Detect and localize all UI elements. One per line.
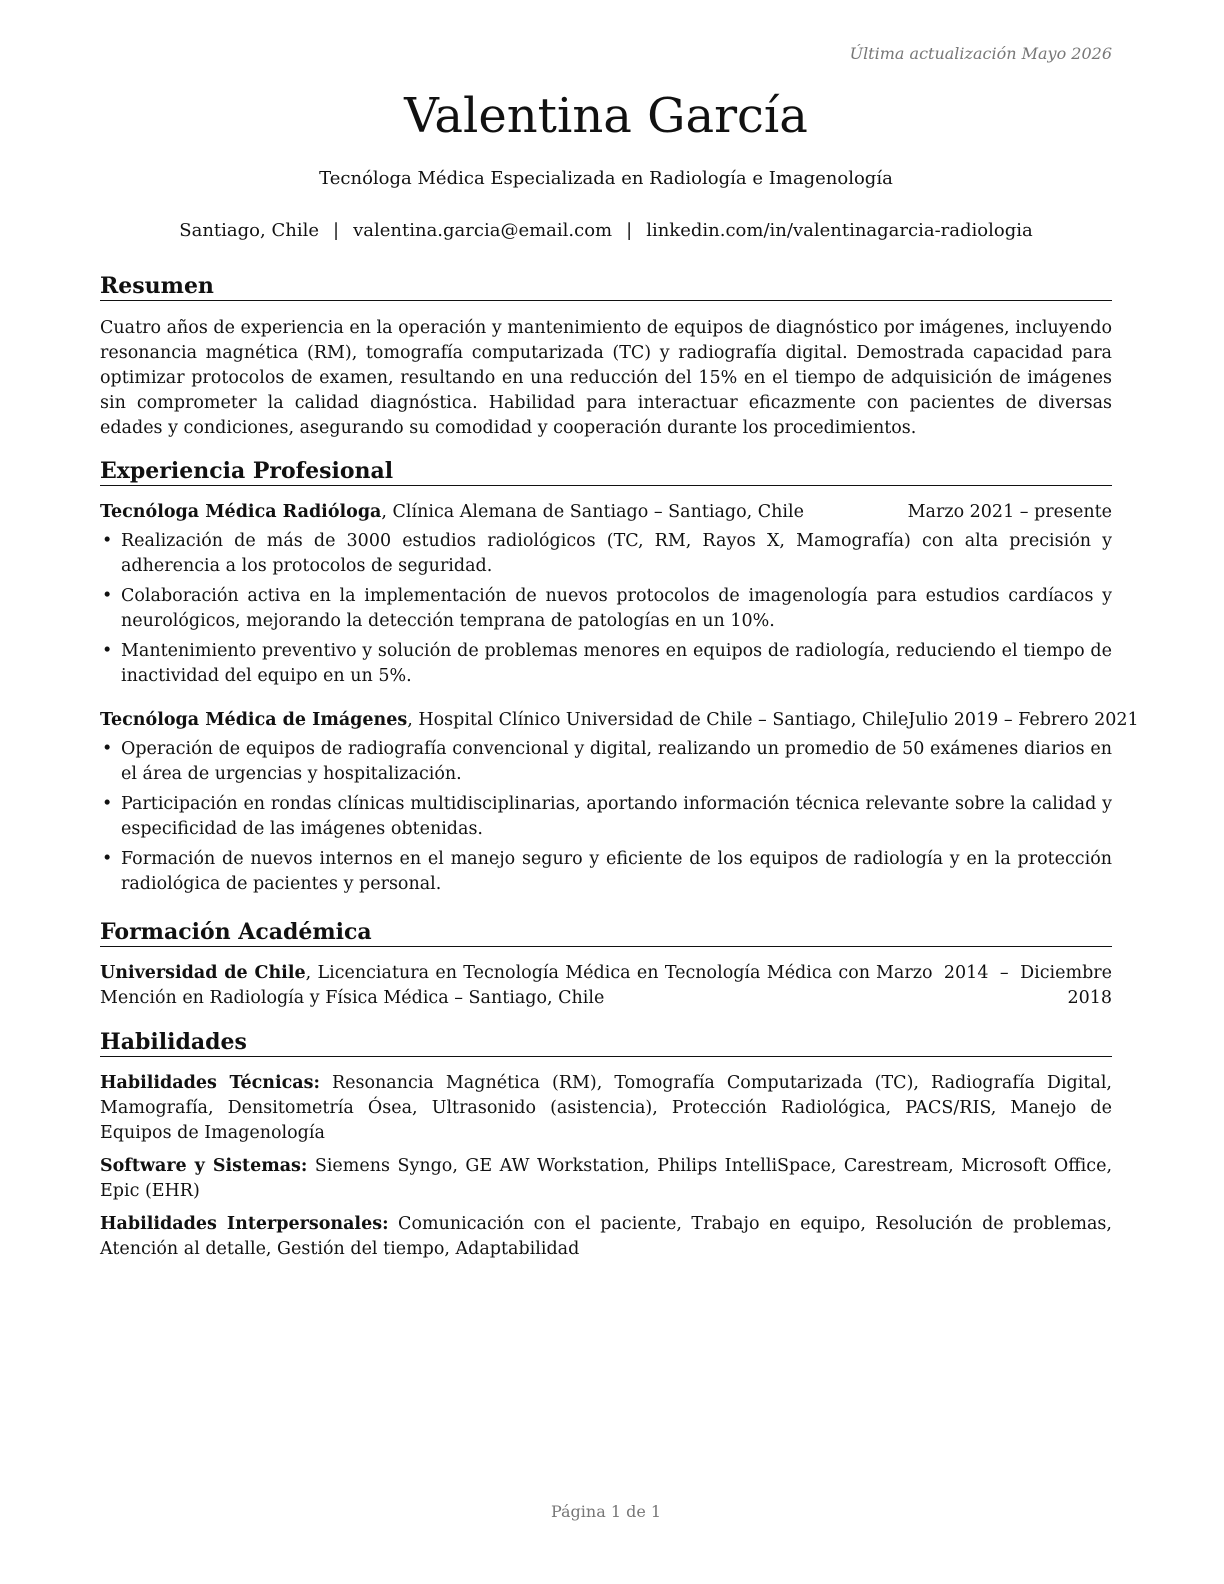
bullet-dot: • (102, 531, 113, 551)
job-employer: , Clínica Alemana de Santiago – Santiago, Chile (381, 502, 804, 522)
bullet-dot: • (102, 739, 113, 759)
page-number: Página 1 de 1 (550, 1502, 662, 1521)
bullet-text: Formación de nuevos internos en el manejo seguro y eficiente de los equipos de radiología y en la protección radiológica de pacientes y personal. (121, 849, 1112, 894)
education-heading: Formación Académica (100, 918, 1112, 947)
skill-group (100, 1071, 1112, 1146)
education-degree: , Licenciatura en Tecnología Médica en Tecnología Médica con Mención en Radiología y Física Médica – Santiago, Chile (100, 963, 870, 1008)
contact-email[interactable]: valentina.garcia@email.com (353, 220, 613, 241)
skill-group-text: Comunicación con el paciente, Trabajo en equipo, Resolución de problemas, Atención al detalle, Gestión del tiempo, Adaptabilidad (100, 1214, 1112, 1259)
summary-text: Cuatro años de experiencia en la operación y mantenimiento de equipos de diagnóstico por imágenes, incluyendo resonancia magnética (RM), tomografía computarizada (TC) y radiografía digital. Demostrada capacidad para optimizar protocolos de examen, resultando en una reducción del 15% en el tiempo de adquisición de imágenes sin comprometer la calidad diagnóstica. Habilidad para interactuar eficazmente con pacientes de diversas edades y condiciones, asegurando su comodidad y cooperación durante los procedimientos. (100, 318, 1112, 438)
job-employer: , Hospital Clínico Universidad de Chile – Santiago, Chile (407, 710, 909, 730)
bullet-dot: • (102, 641, 113, 661)
skill-group-label: Habilidades Técnicas: (100, 1073, 320, 1093)
job-title-line (100, 500, 804, 525)
bullet-dot: • (102, 794, 113, 814)
summary-heading: Resumen (100, 272, 1112, 301)
education-dates: Marzo 2014 – Diciembre 2018 (876, 963, 1112, 1008)
experience-section (100, 457, 1139, 902)
candidate-name: Valentina García (404, 88, 808, 144)
job-title-line (100, 708, 908, 733)
skill-group-text: Resonancia Magnética (RM), Tomografía Computarizada (TC), Radiografía Digital, Mamografía, Densitometría Ósea, Ultrasonido (asistencia), Protección Radiológica, PACS/RIS, Manejo de Equipos de Imagenología (100, 1073, 1112, 1143)
list-item (100, 847, 1112, 897)
contact-line (100, 219, 1112, 243)
skill-group (100, 1154, 1112, 1204)
bullet-text: Realización de más de 3000 estudios radiológicos (TC, RM, Rayos X, Mamografía) con alta precisión y adherencia a los protocolos de seguridad. (121, 531, 1112, 576)
education-degree-line (100, 961, 870, 1011)
job-header (100, 708, 1139, 733)
job-entry (100, 500, 1112, 689)
job-bullets (100, 529, 1112, 689)
bullet-dot: • (102, 849, 113, 869)
job-bullets (100, 737, 1112, 897)
list-item (100, 584, 1112, 634)
contact-separator: | (626, 220, 633, 241)
skill-group-label: Software y Sistemas: (100, 1156, 308, 1176)
job-entry (100, 708, 1139, 897)
bullet-text: Mantenimiento preventivo y solución de problemas menores en equipos de radiología, reduciendo el tiempo de inactividad del equipo en un 5%. (121, 641, 1112, 686)
skills-heading: Habilidades (100, 1028, 1112, 1057)
contact-location: Santiago, Chile (179, 220, 319, 241)
bullet-text: Participación en rondas clínicas multidisciplinarias, aportando información técnica relevante sobre la calidad y especificidad de las imágenes obtenidas. (121, 794, 1112, 839)
job-title: Tecnóloga Médica de Imágenes (100, 710, 408, 730)
bullet-dot: • (102, 586, 113, 606)
summary-section (100, 272, 1112, 441)
job-dates: Julio 2019 – Febrero 2021 (908, 710, 1139, 730)
skill-group-text: Siemens Syngo, GE AW Workstation, Philips IntelliSpace, Carestream, Microsoft Office, Epic (EHR) (100, 1156, 1113, 1201)
bullet-text: Operación de equipos de radiografía convencional y digital, realizando un promedio de 50 exámenes diarios en el área de urgencias y hospitalización. (121, 739, 1112, 784)
job-header (100, 500, 1112, 525)
resume-page (100, 0, 1139, 1584)
professional-title: Tecnóloga Médica Especializada en Radiología e Imagenología (319, 168, 893, 189)
job-dates: Marzo 2021 – presente (907, 502, 1112, 522)
skills-section (100, 1028, 1112, 1270)
list-item (100, 792, 1112, 842)
list-item (100, 639, 1112, 689)
list-item (100, 529, 1112, 579)
last-updated: Última actualización Mayo 2026 (849, 44, 1112, 63)
education-section (100, 918, 1112, 1011)
job-title: Tecnóloga Médica Radióloga (100, 502, 382, 522)
education-entry (100, 961, 1112, 1011)
skill-group (100, 1212, 1112, 1262)
education-institution: Universidad de Chile (100, 963, 306, 983)
skill-group-label: Habilidades Interpersonales: (100, 1214, 389, 1234)
bullet-text: Colaboración activa en la implementación de nuevos protocolos de imagenología para estudios cardíacos y neurológicos, mejorando la detección temprana de patologías en un 10%. (121, 586, 1112, 631)
list-item (100, 737, 1112, 787)
experience-heading: Experiencia Profesional (100, 457, 1112, 486)
contact-linkedin[interactable]: linkedin.com/in/valentinagarcia-radiologia (646, 220, 1033, 241)
contact-separator: | (333, 220, 340, 241)
